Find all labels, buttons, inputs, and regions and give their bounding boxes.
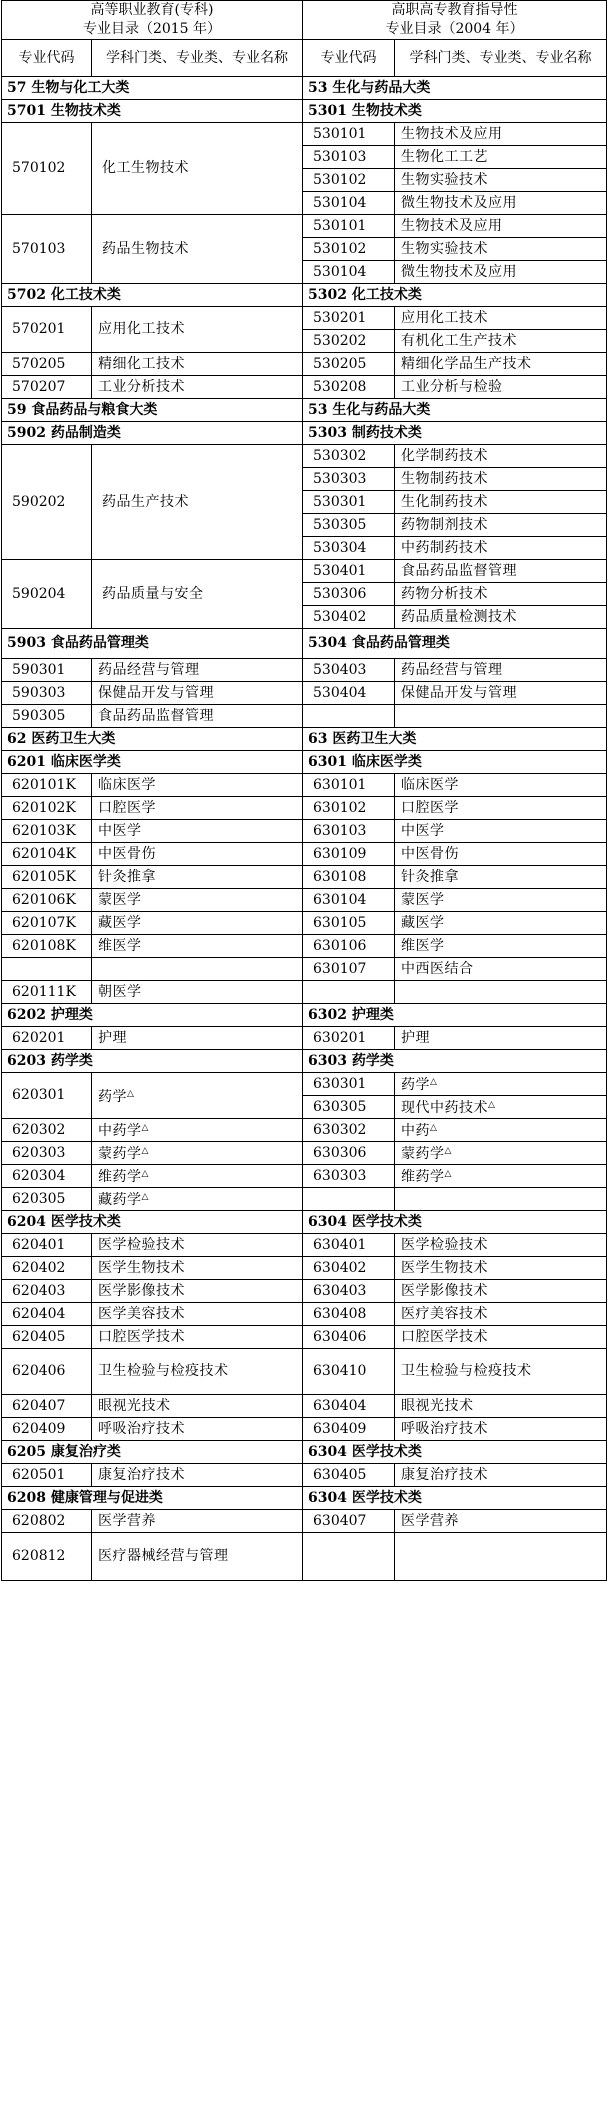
left-code-cell: 620104K (2, 843, 92, 866)
section-row (2, 284, 607, 307)
right-code-cell: 530104 (303, 192, 395, 215)
triangle-mark: △ (141, 1192, 149, 1202)
table-row (2, 1165, 607, 1188)
triangle-mark: △ (430, 1123, 438, 1133)
right-section-title: 5303 制药技术类 (303, 422, 607, 445)
left-code-cell: 620108K (2, 935, 92, 958)
left-section-title: 6205 康复治疗类 (2, 1441, 303, 1464)
table-row (2, 1257, 607, 1280)
right-name-cell: 呼吸治疗技术 (395, 1418, 607, 1441)
right-name-cell: 医学影像技术 (395, 1280, 607, 1303)
right-name-cell: 精细化学品生产技术 (395, 353, 607, 376)
left-section-title: 6202 护理类 (2, 1004, 303, 1027)
table-row (2, 1510, 607, 1533)
right-section-title: 6301 临床医学类 (303, 751, 607, 774)
right-name-cell-empty (395, 981, 607, 1004)
section-row (2, 728, 607, 751)
right-name-cell: 中药制药技术 (395, 537, 607, 560)
left-name-cell: 口腔医学 (92, 797, 303, 820)
left-name-cell: 应用化工技术 (92, 307, 303, 353)
left-name-cell: 食品药品监督管理 (92, 705, 303, 728)
left-name-cell: 药学△ (92, 1073, 303, 1119)
right-code-cell: 630302 (303, 1119, 395, 1142)
right-name-cell: 藏医学 (395, 912, 607, 935)
section-row (2, 1050, 607, 1073)
right-name-cell: 眼视光技术 (395, 1395, 607, 1418)
left-code-cell-empty (2, 958, 92, 981)
right-code-cell: 630306 (303, 1142, 395, 1165)
triangle-mark: △ (430, 1077, 438, 1087)
section-row (2, 629, 607, 659)
right-name-cell: 微生物技术及应用 (395, 261, 607, 284)
right-code-cell: 630105 (303, 912, 395, 935)
left-section-title: 5903 食品药品管理类 (2, 629, 303, 659)
section-row (2, 1487, 607, 1510)
left-name-cell: 药品生物技术 (92, 215, 303, 284)
right-name-cell: 维药学△ (395, 1165, 607, 1188)
left-code-header: 专业代码 (2, 40, 92, 77)
triangle-mark: △ (444, 1169, 452, 1179)
right-name-cell: 药学△ (395, 1073, 607, 1096)
right-name-cell: 中医学 (395, 820, 607, 843)
right-code-cell: 530101 (303, 123, 395, 146)
table-row (2, 376, 607, 399)
left-name-cell: 药品经营与管理 (92, 659, 303, 682)
right-name-cell: 药物制剂技术 (395, 514, 607, 537)
left-name-cell: 精细化工技术 (92, 353, 303, 376)
left-name-cell: 中医骨伤 (92, 843, 303, 866)
right-name-cell: 中西医结合 (395, 958, 607, 981)
table-row (2, 1234, 607, 1257)
left-code-cell: 570103 (2, 215, 92, 284)
left-code-cell: 570201 (2, 307, 92, 353)
right-name-cell: 生物技术及应用 (395, 123, 607, 146)
left-code-cell: 620802 (2, 1510, 92, 1533)
left-name-cell: 藏医学 (92, 912, 303, 935)
left-name-cell: 维医学 (92, 935, 303, 958)
header-title-row (2, 1, 607, 40)
right-code-cell: 530304 (303, 537, 395, 560)
right-section-title: 6304 医学技术类 (303, 1211, 607, 1234)
section-row (2, 422, 607, 445)
left-section-title: 5701 生物技术类 (2, 100, 303, 123)
right-code-cell-empty (303, 1188, 395, 1211)
left-name-cell: 临床医学 (92, 774, 303, 797)
right-name-cell: 蒙药学△ (395, 1142, 607, 1165)
right-code-cell: 630109 (303, 843, 395, 866)
right-code-cell: 630101 (303, 774, 395, 797)
left-code-cell: 620301 (2, 1073, 92, 1119)
right-code-cell: 630108 (303, 866, 395, 889)
right-name-cell: 食品药品监督管理 (395, 560, 607, 583)
table-row (2, 774, 607, 797)
left-code-cell: 620409 (2, 1418, 92, 1441)
triangle-mark: △ (127, 1088, 135, 1099)
left-name-cell: 蒙药学△ (92, 1142, 303, 1165)
table-row (2, 981, 607, 1004)
right-name-cell: 生物化工工艺 (395, 146, 607, 169)
right-name-cell: 保健品开发与管理 (395, 682, 607, 705)
section-row (2, 77, 607, 100)
right-code-cell: 630409 (303, 1418, 395, 1441)
right-code-cell: 630303 (303, 1165, 395, 1188)
right-name-cell: 有机化工生产技术 (395, 330, 607, 353)
table-row (2, 820, 607, 843)
left-name-cell: 中药学△ (92, 1119, 303, 1142)
left-catalog-title: 高等职业教育(专科) 专业目录（2015 年） (2, 1, 303, 40)
right-code-cell: 630104 (303, 889, 395, 912)
right-section-title: 6304 医学技术类 (303, 1441, 607, 1464)
left-code-cell: 620401 (2, 1234, 92, 1257)
right-name-header: 学科门类、专业类、专业名称 (395, 40, 607, 77)
right-name-cell: 微生物技术及应用 (395, 192, 607, 215)
table-row (2, 659, 607, 682)
left-section-title: 6201 临床医学类 (2, 751, 303, 774)
left-code-cell: 620402 (2, 1257, 92, 1280)
left-name-cell: 保健品开发与管理 (92, 682, 303, 705)
table-row (2, 843, 607, 866)
left-name-cell: 卫生检验与检疫技术 (92, 1349, 303, 1395)
left-name-cell: 眼视光技术 (92, 1395, 303, 1418)
table-row (2, 1418, 607, 1441)
left-section-title: 5902 药品制造类 (2, 422, 303, 445)
right-name-cell: 中药△ (395, 1119, 607, 1142)
left-code-cell: 620105K (2, 866, 92, 889)
left-name-cell: 针灸推拿 (92, 866, 303, 889)
left-code-cell: 620102K (2, 797, 92, 820)
left-name-cell: 维药学△ (92, 1165, 303, 1188)
left-section-title: 62 医药卫生大类 (2, 728, 303, 751)
left-name-cell: 护理 (92, 1027, 303, 1050)
left-code-cell: 620302 (2, 1119, 92, 1142)
right-name-cell: 药品经营与管理 (395, 659, 607, 682)
right-code-cell: 530302 (303, 445, 395, 468)
left-code-cell: 570207 (2, 376, 92, 399)
right-name-cell: 生物实验技术 (395, 169, 607, 192)
left-name-cell: 藏药学△ (92, 1188, 303, 1211)
right-name-cell: 生物技术及应用 (395, 215, 607, 238)
left-code-cell: 590202 (2, 445, 92, 560)
triangle-mark: △ (444, 1146, 452, 1156)
left-code-cell: 620405 (2, 1326, 92, 1349)
left-name-cell-empty (92, 958, 303, 981)
section-row (2, 100, 607, 123)
section-row (2, 1004, 607, 1027)
left-code-cell: 620101K (2, 774, 92, 797)
table-row (2, 1326, 607, 1349)
right-name-cell-empty (395, 1188, 607, 1211)
right-code-cell: 630410 (303, 1349, 395, 1395)
right-name-cell: 蒙医学 (395, 889, 607, 912)
left-section-title: 6204 医学技术类 (2, 1211, 303, 1234)
right-section-title: 6304 医学技术类 (303, 1487, 607, 1510)
right-code-cell: 530301 (303, 491, 395, 514)
right-section-title: 63 医药卫生大类 (303, 728, 607, 751)
right-code-cell: 630305 (303, 1096, 395, 1119)
right-name-cell: 医学营养 (395, 1510, 607, 1533)
right-code-cell-empty (303, 981, 395, 1004)
triangle-mark: △ (488, 1100, 496, 1110)
left-name-cell: 呼吸治疗技术 (92, 1418, 303, 1441)
table-row (2, 705, 607, 728)
left-name-cell: 医学美容技术 (92, 1303, 303, 1326)
table-row (2, 682, 607, 705)
right-code-cell: 530403 (303, 659, 395, 682)
right-code-cell: 630401 (303, 1234, 395, 1257)
right-name-cell-empty (395, 705, 607, 728)
section-row (2, 1441, 607, 1464)
right-code-cell: 630201 (303, 1027, 395, 1050)
left-code-cell: 620501 (2, 1464, 92, 1487)
right-code-header: 专业代码 (303, 40, 395, 77)
right-name-cell: 针灸推拿 (395, 866, 607, 889)
table-row (2, 1533, 607, 1581)
left-code-cell: 620303 (2, 1142, 92, 1165)
right-name-cell: 医学检验技术 (395, 1234, 607, 1257)
right-name-cell: 生化制药技术 (395, 491, 607, 514)
left-code-cell: 620107K (2, 912, 92, 935)
right-code-cell-empty (303, 705, 395, 728)
right-code-cell-empty (303, 1533, 395, 1581)
left-code-cell: 620403 (2, 1280, 92, 1303)
left-code-cell: 620106K (2, 889, 92, 912)
section-row (2, 751, 607, 774)
triangle-mark: △ (141, 1169, 149, 1179)
left-code-cell: 620407 (2, 1395, 92, 1418)
right-code-cell: 630301 (303, 1073, 395, 1096)
table-row (2, 935, 607, 958)
right-code-cell: 630408 (303, 1303, 395, 1326)
left-name-cell: 医学影像技术 (92, 1280, 303, 1303)
right-code-cell: 630402 (303, 1257, 395, 1280)
right-code-cell: 630403 (303, 1280, 395, 1303)
right-name-cell: 医疗美容技术 (395, 1303, 607, 1326)
right-code-cell: 530401 (303, 560, 395, 583)
table-row (2, 1073, 607, 1096)
table-row (2, 1027, 607, 1050)
right-code-cell: 630407 (303, 1510, 395, 1533)
right-section-title: 6303 药学类 (303, 1050, 607, 1073)
left-name-cell: 朝医学 (92, 981, 303, 1004)
section-row (2, 399, 607, 422)
right-section-title: 6302 护理类 (303, 1004, 607, 1027)
left-name-cell: 药品质量与安全 (92, 560, 303, 629)
right-section-title: 53 生化与药品大类 (303, 77, 607, 100)
right-name-cell: 康复治疗技术 (395, 1464, 607, 1487)
left-section-title: 5702 化工技术类 (2, 284, 303, 307)
table-row (2, 1142, 607, 1165)
right-name-cell: 药物分析技术 (395, 583, 607, 606)
left-code-cell: 590301 (2, 659, 92, 682)
right-code-cell: 530103 (303, 146, 395, 169)
right-code-cell: 530306 (303, 583, 395, 606)
right-name-cell: 药品质量检测技术 (395, 606, 607, 629)
right-code-cell: 630404 (303, 1395, 395, 1418)
right-code-cell: 530102 (303, 169, 395, 192)
right-code-cell: 630405 (303, 1464, 395, 1487)
right-name-cell: 现代中药技术△ (395, 1096, 607, 1119)
left-code-cell: 620201 (2, 1027, 92, 1050)
left-code-cell: 620111K (2, 981, 92, 1004)
left-section-title: 59 食品药品与粮食大类 (2, 399, 303, 422)
right-code-cell: 630102 (303, 797, 395, 820)
table-row (2, 1395, 607, 1418)
table-row (2, 1188, 607, 1211)
table-row (2, 1280, 607, 1303)
table-row (2, 307, 607, 330)
right-name-cell: 应用化工技术 (395, 307, 607, 330)
right-name-cell: 维医学 (395, 935, 607, 958)
right-name-cell: 化学制药技术 (395, 445, 607, 468)
table-row (2, 958, 607, 981)
left-name-cell: 医疗器械经营与管理 (92, 1533, 303, 1581)
right-code-cell: 530305 (303, 514, 395, 537)
right-name-cell: 中医骨伤 (395, 843, 607, 866)
triangle-mark: △ (141, 1146, 149, 1156)
left-name-cell: 医学营养 (92, 1510, 303, 1533)
left-name-cell: 口腔医学技术 (92, 1326, 303, 1349)
right-code-cell: 630106 (303, 935, 395, 958)
left-code-cell: 570102 (2, 123, 92, 215)
table-row (2, 866, 607, 889)
left-section-title: 6208 健康管理与促进类 (2, 1487, 303, 1510)
right-code-cell: 530202 (303, 330, 395, 353)
table-row (2, 123, 607, 146)
right-code-cell: 530303 (303, 468, 395, 491)
left-code-cell: 620812 (2, 1533, 92, 1581)
right-section-title: 5301 生物技术类 (303, 100, 607, 123)
left-code-cell: 590305 (2, 705, 92, 728)
table-row (2, 353, 607, 376)
right-name-cell: 生物实验技术 (395, 238, 607, 261)
right-code-cell: 530205 (303, 353, 395, 376)
left-name-cell: 医学生物技术 (92, 1257, 303, 1280)
right-code-cell: 530101 (303, 215, 395, 238)
right-code-cell: 630103 (303, 820, 395, 843)
right-name-cell: 工业分析与检验 (395, 376, 607, 399)
right-name-cell: 卫生检验与检疫技术 (395, 1349, 607, 1395)
left-code-cell: 620406 (2, 1349, 92, 1395)
left-name-cell: 化工生物技术 (92, 123, 303, 215)
right-name-cell: 医学生物技术 (395, 1257, 607, 1280)
right-name-cell: 生物制药技术 (395, 468, 607, 491)
right-section-title: 53 生化与药品大类 (303, 399, 607, 422)
right-name-cell: 口腔医学技术 (395, 1326, 607, 1349)
right-code-cell: 530402 (303, 606, 395, 629)
right-catalog-title: 高职高专教育指导性 专业目录（2004 年） (303, 1, 607, 40)
right-code-cell: 530208 (303, 376, 395, 399)
right-code-cell: 530201 (303, 307, 395, 330)
table-row (2, 215, 607, 238)
left-code-cell: 620305 (2, 1188, 92, 1211)
right-code-cell: 630406 (303, 1326, 395, 1349)
table-row (2, 912, 607, 935)
right-code-cell: 530102 (303, 238, 395, 261)
left-code-cell: 620103K (2, 820, 92, 843)
left-name-cell: 康复治疗技术 (92, 1464, 303, 1487)
right-name-cell-empty (395, 1533, 607, 1581)
table-row (2, 1349, 607, 1395)
left-name-cell: 药品生产技术 (92, 445, 303, 560)
right-code-cell: 630107 (303, 958, 395, 981)
left-name-cell: 工业分析技术 (92, 376, 303, 399)
table-row (2, 1464, 607, 1487)
left-section-title: 6203 药学类 (2, 1050, 303, 1073)
left-code-cell: 620304 (2, 1165, 92, 1188)
header-label-row (2, 40, 607, 77)
table-row (2, 797, 607, 820)
right-name-cell: 临床医学 (395, 774, 607, 797)
table-row (2, 560, 607, 583)
left-name-header: 学科门类、专业类、专业名称 (92, 40, 303, 77)
left-code-cell: 620404 (2, 1303, 92, 1326)
major-catalog-table (1, 0, 607, 1581)
right-code-cell: 530104 (303, 261, 395, 284)
section-row (2, 1211, 607, 1234)
right-section-title: 5304 食品药品管理类 (303, 629, 607, 659)
table-row (2, 1119, 607, 1142)
right-name-cell: 口腔医学 (395, 797, 607, 820)
triangle-mark: △ (141, 1123, 149, 1133)
left-name-cell: 中医学 (92, 820, 303, 843)
right-code-cell: 530404 (303, 682, 395, 705)
left-code-cell: 590204 (2, 560, 92, 629)
table-row (2, 889, 607, 912)
left-section-title: 57 生物与化工大类 (2, 77, 303, 100)
right-name-cell: 护理 (395, 1027, 607, 1050)
table-row (2, 1303, 607, 1326)
left-code-cell: 590303 (2, 682, 92, 705)
right-section-title: 5302 化工技术类 (303, 284, 607, 307)
left-name-cell: 医学检验技术 (92, 1234, 303, 1257)
table-row (2, 445, 607, 468)
left-name-cell: 蒙医学 (92, 889, 303, 912)
left-code-cell: 570205 (2, 353, 92, 376)
